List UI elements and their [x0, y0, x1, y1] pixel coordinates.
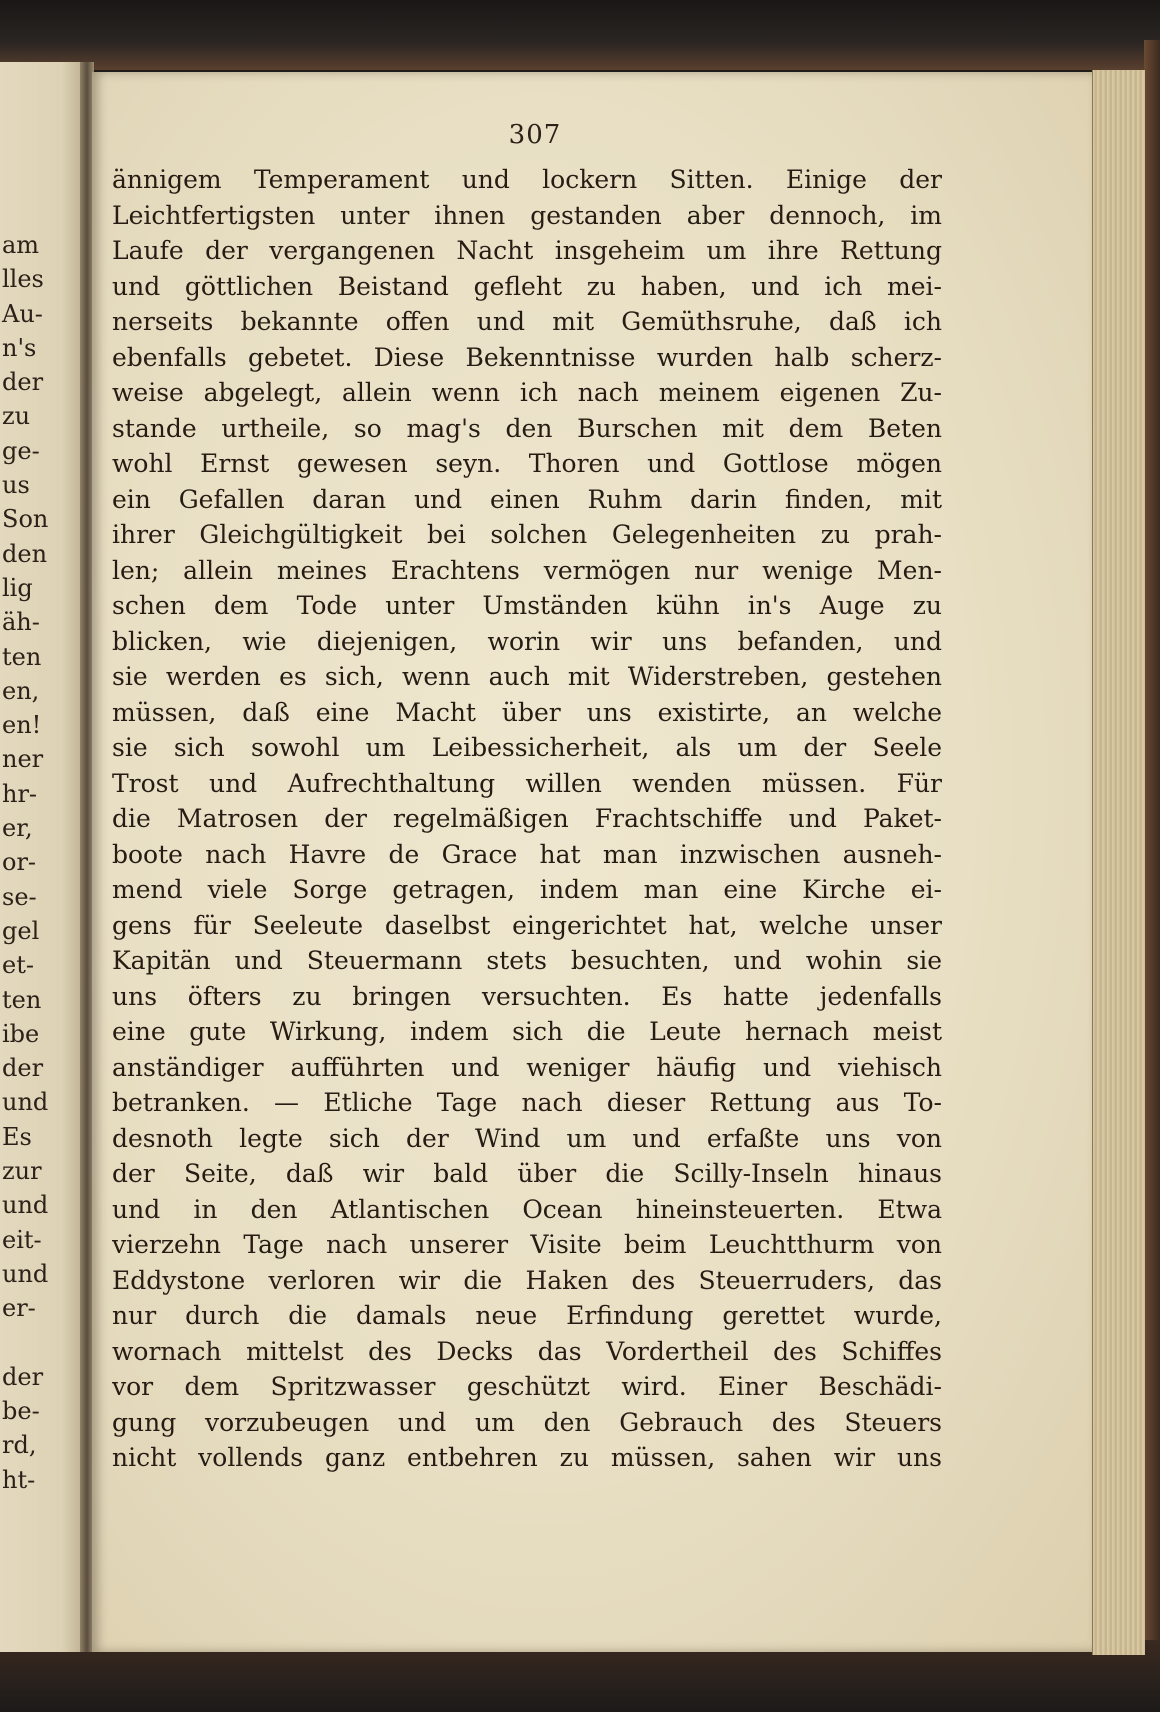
left-page-line-ending — [2, 1326, 82, 1360]
left-page-line-ending: und — [2, 1088, 49, 1117]
left-page-line-ending: Son — [2, 505, 49, 534]
left-page-line-ending: und — [2, 1259, 49, 1288]
left-page-line-ending: ht- — [2, 1465, 36, 1494]
text-line: boote nach Havre de Grace hat man inzwischen ausneh- — [112, 839, 942, 869]
text-line: gung vorzubeugen und um den Gebrauch des Steuers — [112, 1407, 942, 1437]
text-line: eine gute Wirkung, indem sich die Leute hernach meist — [112, 1017, 942, 1046]
text-line: desnoth legte sich der Wind um und erfaßte uns von — [112, 1123, 942, 1153]
left-page-line-ending: or- — [2, 848, 37, 877]
left-page-line-ending: er, — [2, 814, 33, 843]
text-line: und göttlichen Beistand gefleht zu haben, und ich mei- — [112, 271, 942, 301]
text-line: nicht vollends ganz entbehren zu müssen, sahen wir uns — [112, 1443, 942, 1472]
text-line: Trost und Aufrechthaltung willen wenden müssen. Für — [112, 768, 942, 798]
text-line: ein Gefallen daran und einen Ruhm darin finden, mit — [112, 484, 942, 514]
left-page-line-ending: n's — [2, 333, 37, 362]
left-page-line-ending: ge- — [2, 436, 40, 465]
book-cover-top-edge — [0, 0, 1160, 70]
text-line: nur durch die damals neue Erfindung gerettet wurde, — [112, 1301, 942, 1330]
left-page-line-ending: gel — [2, 916, 40, 945]
left-page-line-endings — [2, 228, 82, 1497]
text-line: anständiger aufführten und weniger häufig und viehisch — [112, 1052, 942, 1082]
text-line: weise abgelegt, allein wenn ich nach meinem eigenen Zu- — [112, 378, 942, 407]
left-page-line-ending: äh- — [2, 608, 40, 637]
page-number: 307 — [508, 120, 562, 150]
text-line: Leichtfertigsten unter ihnen gestanden aber dennoch, im — [112, 200, 942, 230]
left-page-line-ending: ibe — [2, 1019, 40, 1048]
left-page-line-ending: et- — [2, 951, 34, 980]
text-line: gens für Seeleute daselbst eingerichtet hat, welche unser — [112, 910, 942, 940]
left-page-fragment — [0, 62, 88, 1652]
left-page-line-ending: der — [2, 1362, 44, 1391]
left-page-line-ending: en! — [2, 711, 42, 740]
left-page-line-ending: ten — [2, 642, 42, 671]
text-line: wornach mittelst des Decks das Vordertheil des Schiffes — [112, 1336, 942, 1366]
left-page-line-ending: se- — [2, 882, 37, 911]
left-page-line-ending: am — [2, 231, 40, 259]
text-line: uns öfters zu bringen versuchten. Es hatte jedenfalls — [112, 981, 942, 1011]
left-page-line-ending: rd, — [2, 1431, 37, 1460]
text-line: ännigem Temperament und lockern Sitten. Einige der — [112, 165, 942, 194]
text-line: blicken, wie diejenigen, worin wir uns befanden, und — [112, 626, 942, 656]
text-line: die Matrosen der regelmäßigen Frachtschiffe und Paket- — [112, 804, 942, 833]
left-page-line-ending: den — [2, 539, 48, 568]
text-line: ihrer Gleichgültigkeit bei solchen Gelegenheiten zu prah- — [112, 520, 942, 549]
page-edges — [1092, 70, 1145, 1655]
left-page-line-ending: ner — [2, 745, 44, 774]
text-line: Kapitän und Steuermann stets besuchten, und wohin sie — [112, 946, 942, 975]
left-page-line-ending: eit- — [2, 1225, 42, 1254]
left-page-line-ending: Au- — [2, 299, 43, 328]
text-line: stande urtheile, so mag's den Burschen mit dem Beten — [112, 413, 942, 443]
text-line: sie sich sowohl um Leibessicherheit, als um der Seele — [112, 733, 942, 762]
left-page-line-ending: und — [2, 1191, 49, 1220]
text-line: betranken. — Etliche Tage nach dieser Rettung aus To- — [112, 1088, 942, 1117]
book-cover-right-edge — [1144, 40, 1160, 1680]
left-page-line-ending: lles — [2, 265, 44, 294]
left-page-line-ending: Es — [2, 1122, 32, 1151]
text-line: ebenfalls gebetet. Diese Bekenntnisse wurden halb scherz- — [112, 342, 942, 372]
left-page-line-ending: der — [2, 1054, 44, 1083]
left-page-line-ending: en, — [2, 676, 40, 705]
text-line: vierzehn Tage nach unserer Visite beim Leuchtthurm von — [112, 1230, 942, 1259]
left-page-line-ending: zu — [2, 402, 31, 431]
left-page-line-ending: ten — [2, 985, 42, 1014]
left-page-line-ending: lig — [2, 573, 33, 602]
text-line: und in den Atlantischen Ocean hineinsteuerten. Etwa — [112, 1194, 942, 1224]
text-line: Laufe der vergangenen Nacht insgeheim um ihre Rettung — [112, 236, 942, 265]
text-line: nerseits bekannte offen und mit Gemüthsruhe, daß ich — [112, 307, 942, 336]
left-page-line-ending: er- — [2, 1294, 36, 1323]
text-line: schen dem Tode unter Umständen kühn in's Auge zu — [112, 591, 942, 620]
text-line: Eddystone verloren wir die Haken des Steuerruders, das — [112, 1265, 942, 1295]
page-text-block — [112, 162, 942, 1476]
text-line: mend viele Sorge getragen, indem man eine Kirche ei- — [112, 875, 942, 904]
left-page-line-ending: us — [2, 471, 30, 500]
left-page-line-ending: der — [2, 368, 44, 397]
left-page-line-ending: zur — [2, 1157, 42, 1186]
text-line: sie werden es sich, wenn auch mit Widerstreben, gestehen — [112, 662, 942, 691]
left-page-line-ending: hr- — [2, 779, 38, 808]
text-line: wohl Ernst gewesen seyn. Thoren und Gottlose mögen — [112, 449, 942, 478]
left-page-line-ending: be- — [2, 1397, 40, 1426]
text-line: müssen, daß eine Macht über uns existirte, an welche — [112, 697, 942, 727]
text-line: len; allein meines Erachtens vermögen nur wenige Men- — [112, 555, 942, 585]
text-line: der Seite, daß wir bald über die Scilly-Inseln hinaus — [112, 1159, 942, 1188]
text-line: vor dem Spritzwasser geschützt wird. Einer Beschädi- — [112, 1372, 942, 1401]
